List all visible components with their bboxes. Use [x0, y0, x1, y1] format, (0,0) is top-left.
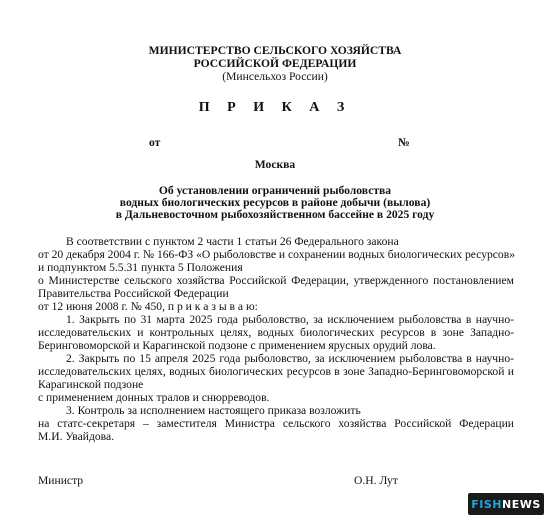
- document-type-title: П Р И К А З: [198, 100, 352, 115]
- ministry-name-line1: МИНИСТЕРСТВО СЕЛЬСКОГО ХОЗЯЙСТВА: [148, 44, 402, 57]
- clause-2-line: исследовательских целях, водных биологических ресурсов в зоне Западно-Беринговоморской и: [38, 365, 514, 378]
- subject-line-3: в Дальневосточном рыбохозяйственном бассейне в 2025 году: [115, 208, 435, 221]
- clause-2-line: с применением донных тралов и снюрреводов.: [38, 391, 270, 404]
- subject-line-2: водных биологических ресурсов в районе добычи (вылова): [119, 196, 431, 209]
- body-line: В соответствии с пунктом 2 части 1 статьи 26 Федерального закона: [66, 235, 399, 248]
- body-line: Правительства Российской Федерации: [38, 287, 229, 300]
- city-label: Москва: [254, 158, 296, 171]
- clause-1-line: исследовательских и контрольных целях, водных биологических ресурсов в зоне Западно-: [38, 326, 514, 339]
- clause-2-line: Карагинской подзоне: [38, 378, 144, 391]
- subject-line-1: Об установлении ограничений рыболовства: [158, 184, 392, 197]
- clause-3-line: М.И. Увайдова.: [38, 430, 115, 443]
- watermark-part-news: NEWS: [501, 497, 541, 511]
- body-line: от 12 июня 2008 г. № 450, п р и к а з ы в а ю:: [38, 300, 258, 313]
- fishnews-watermark: [468, 493, 544, 515]
- clause-3-line: на статс-секретаря – заместителя Министра сельского хозяйства Российской Федерации: [38, 417, 514, 430]
- ministry-short-name: (Минсельхоз России): [222, 70, 328, 83]
- clause-2-line: 2. Закрыть по 15 апреля 2025 года рыболовство, за исключением рыболовства в научно-: [66, 352, 514, 365]
- body-line: от 20 декабря 2004 г. № 166-ФЗ «О рыболовстве и сохранении водных биологических ресурсов»: [38, 248, 516, 261]
- ministry-name-line2: РОССИЙСКОЙ ФЕДЕРАЦИИ: [193, 57, 357, 70]
- watermark-part-fish: FISH: [471, 497, 502, 511]
- clause-3-line: 3. Контроль за исполнением настоящего приказа возложить: [66, 404, 361, 417]
- clause-1-line: 1. Закрыть по 31 марта 2025 года рыболовство, за исключением рыболовства в научно-: [66, 313, 514, 326]
- clause-1-line: Беринговоморской и Карагинской подзоне с применением ярусных орудий лова.: [38, 339, 436, 352]
- signature-position: Министр: [38, 474, 84, 487]
- signature-name: О.Н. Лут: [354, 474, 398, 487]
- body-line: о Министерстве сельского хозяйства Российской Федерации, утвержденного постановлением: [38, 274, 514, 287]
- number-label: №: [398, 136, 410, 149]
- body-line: и подпунктом 5.5.31 пункта 5 Положения: [38, 261, 243, 274]
- date-label: от: [149, 136, 161, 149]
